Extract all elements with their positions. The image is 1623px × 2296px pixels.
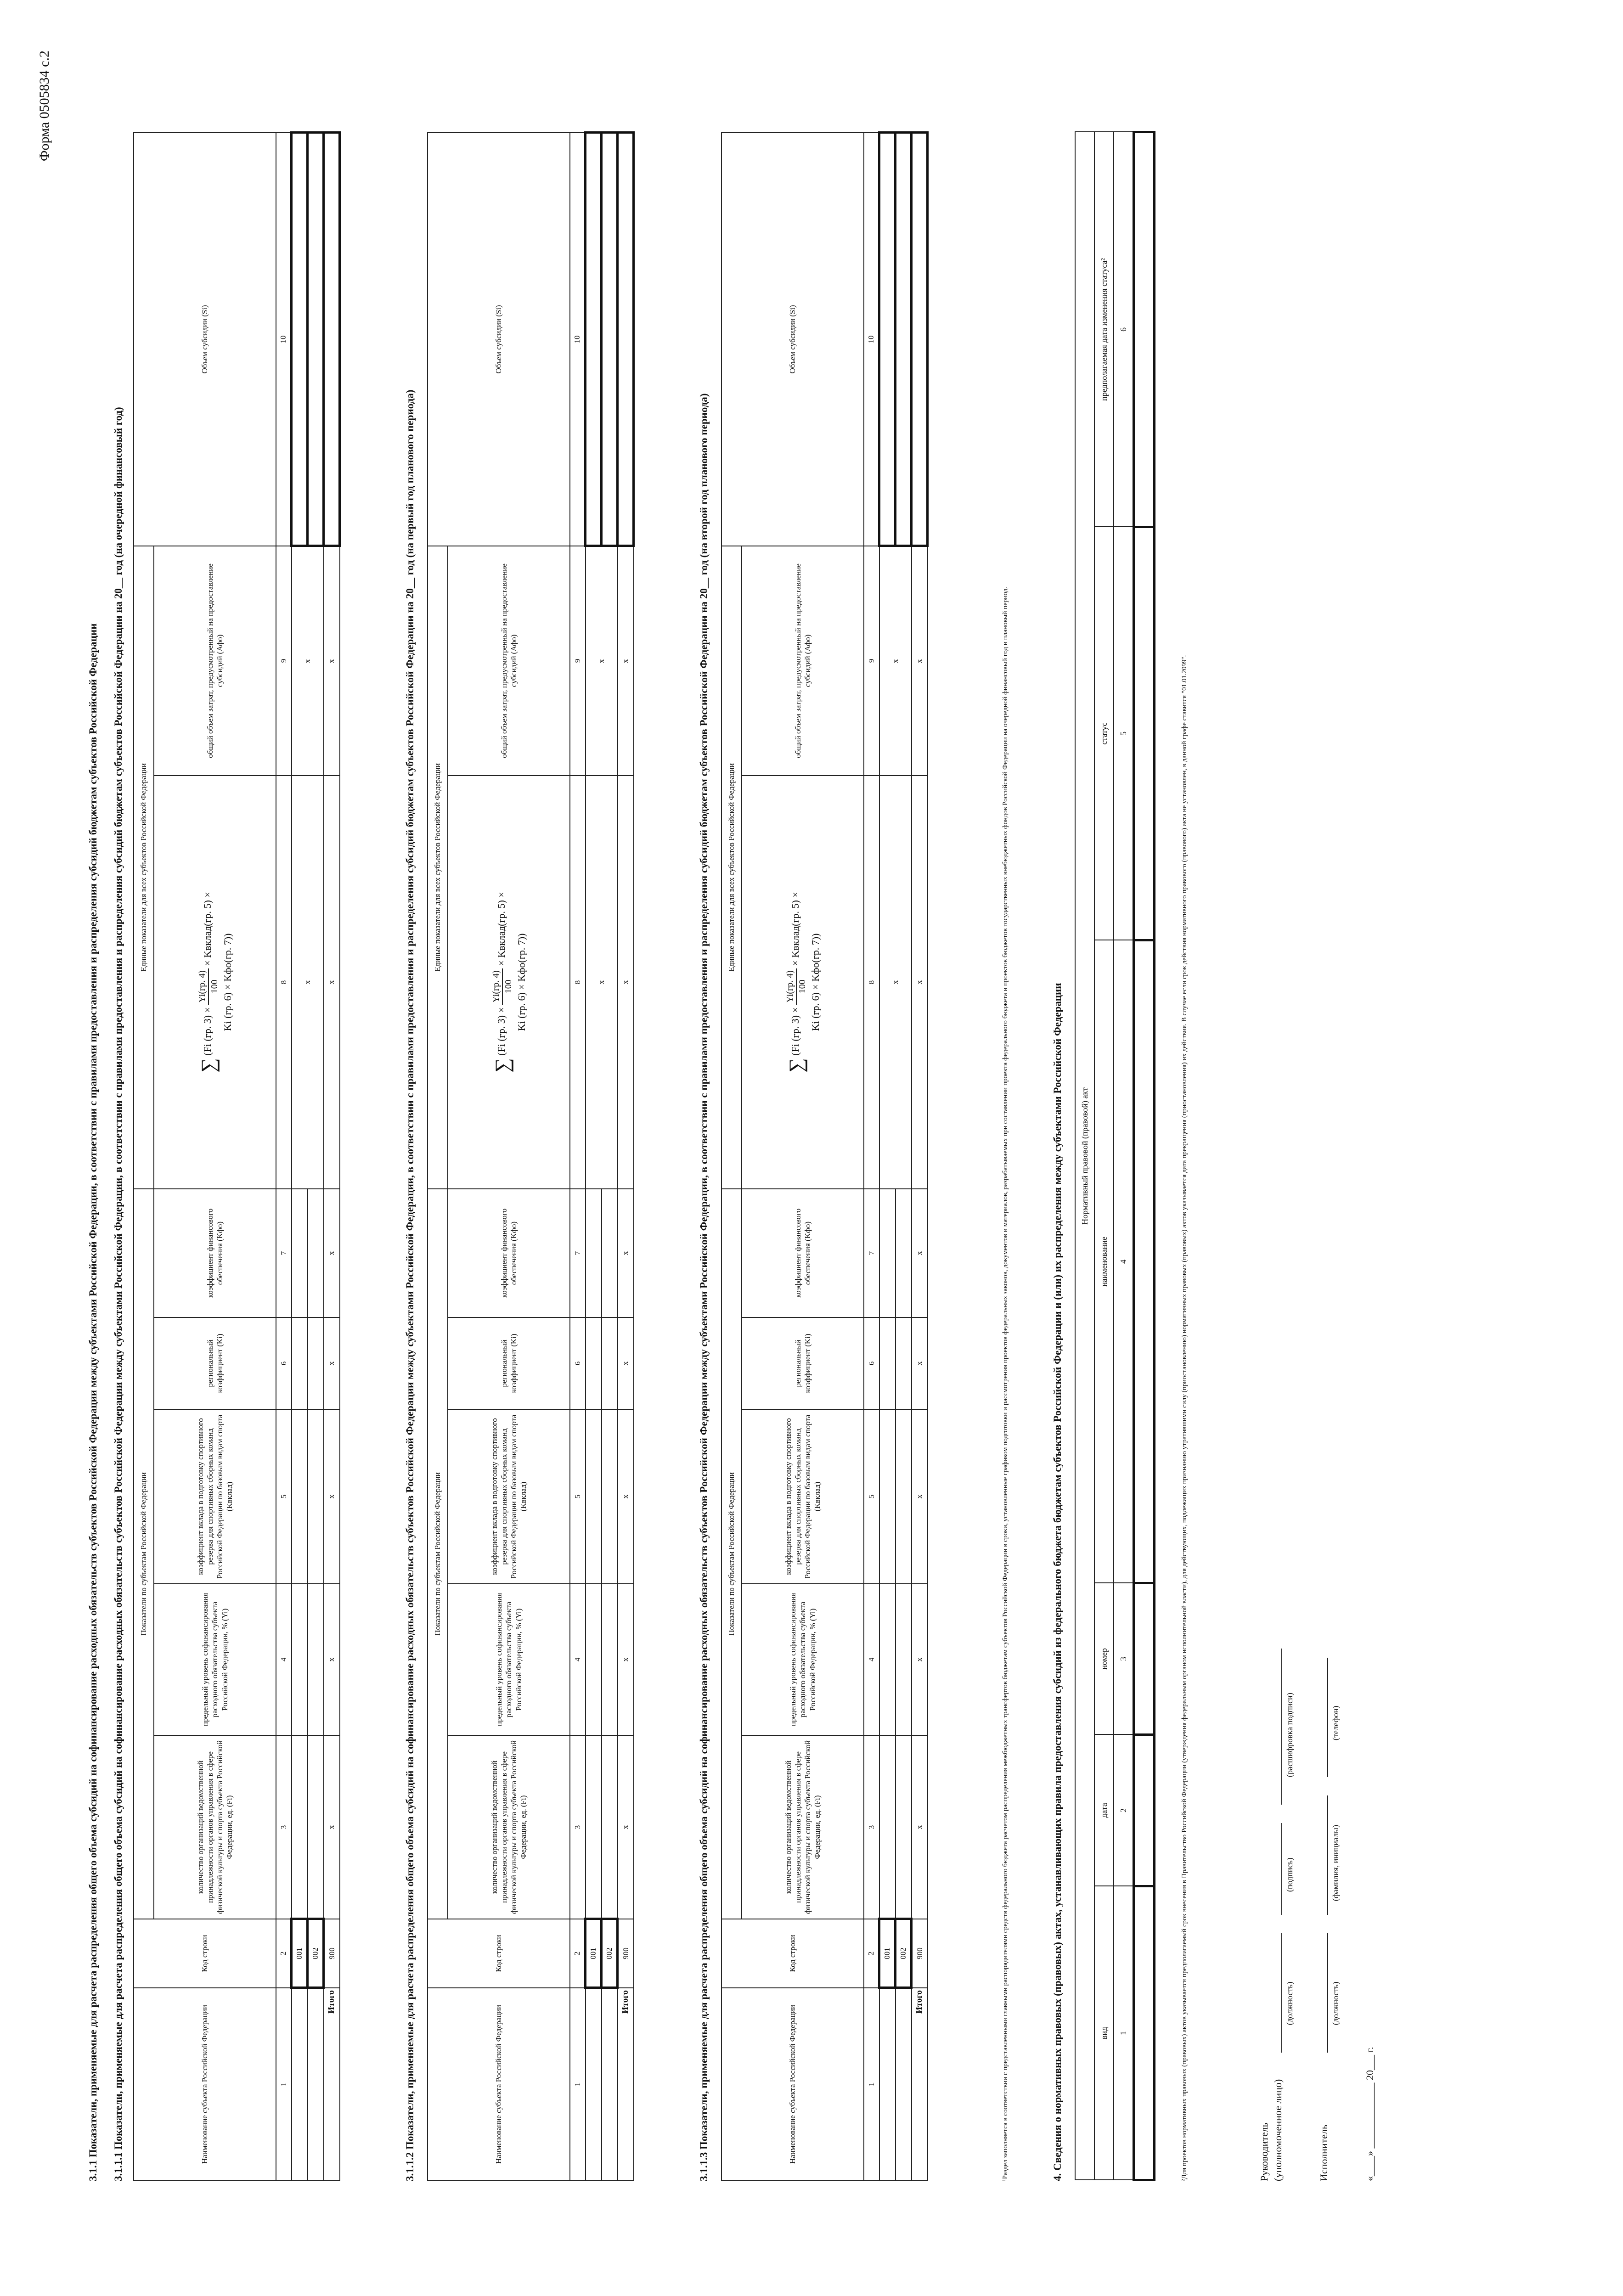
cell — [308, 1409, 324, 1584]
header-col9: общий объем затрат, предусмотренный на предоставление субсидий (Афо) — [154, 546, 276, 776]
footnote-2: ²Для проектов нормативных правовых (правовых) актов указывается предполагаемый срок внесения в Правительство Российской Федерации (утверждения федеральным органом исполнительной власти), для действующих, подлежащих признанию утратившими силу (приостановлению) нормативных правовых (правовых) актов указывается дата прекращения (приостановления) их действия. В случае если срок действия нормативного правового (правового) акта не установлен, в данной графе ставится "01.01.2099". — [1181, 655, 1188, 2181]
cell-x: x — [292, 546, 324, 776]
header-row-code: Код строки — [428, 1919, 570, 1988]
header-subsidy-volume: Объем субсидии (Si) — [134, 133, 276, 546]
cell-x: x — [618, 1584, 634, 1735]
cell — [586, 1735, 602, 1919]
cell — [896, 1735, 912, 1919]
col-number: 4 — [570, 1584, 586, 1735]
head-position-line — [1281, 1933, 1282, 2053]
formula-fraction — [490, 968, 514, 1004]
col-number: 7 — [570, 1189, 586, 1317]
formula-fraction — [784, 968, 808, 1004]
indicators-table-current-year — [133, 131, 341, 2181]
header-normative-act: Нормативный правовой (правовой) акт — [1075, 132, 1094, 2180]
row-code: 002 — [308, 1919, 324, 1988]
col-number: 3 — [570, 1735, 586, 1919]
indicators-table-second-plan-year — [721, 131, 929, 2181]
col-number: 6 — [570, 1317, 586, 1409]
executor-fio-line — [1327, 1795, 1328, 1915]
col-number: 1 — [1114, 1886, 1134, 2180]
cell-x: x — [912, 1735, 928, 1919]
col-number: 5 — [570, 1409, 586, 1584]
cell — [1134, 527, 1155, 940]
cell — [308, 1735, 324, 1919]
header-group-subject: Показатели по субъектам Российской Федерации — [428, 1189, 448, 1919]
section-title-3-1-1: 3.1.1 Показатели, применяемые для расчета распределения общего объема субсидий на софинансирование расходных обязательств субъектов Российской Федерации между субъектами Российской Федерации, в соответствии с правилами предоставления и распределения субсидий бюджетам субъектов Российской Федерации — [87, 623, 99, 2181]
cell-x: x — [618, 546, 634, 776]
cell — [308, 133, 324, 546]
col-number: 9 — [570, 546, 586, 776]
col-number: 10 — [570, 133, 586, 546]
executor-fio-caption: (фамилия, инициалы) — [1331, 1825, 1340, 1901]
col-number: 8 — [276, 776, 292, 1189]
cell-x: x — [324, 1735, 340, 1919]
col-number: 6 — [276, 1317, 292, 1409]
section-title-3-1-1-2: 3.1.1.2 Показатели, применяемые для расчета распределения общего объема субсидий на софинансирование расходных обязательств субъектов Российской Федерации между субъектами Российской Федерации, в соответствии с правилами предоставления и распределения субсидий бюджетам субъектов Российской Федерации на 20__ год (на первый год планового периода) — [404, 389, 416, 2181]
col-number: 8 — [864, 776, 879, 1189]
executor-phone-line — [1327, 1658, 1328, 1777]
cell — [308, 1317, 324, 1409]
cell — [292, 1409, 308, 1584]
cell-x: x — [879, 546, 912, 776]
formula-numerator: Yi(гр. 4) — [784, 968, 797, 1004]
formula-fraction — [197, 968, 220, 1004]
row-code: 900 — [618, 1919, 634, 1988]
executor-position-line — [1327, 1933, 1328, 2053]
header-subsidy-volume: Объем субсидии (Si) — [721, 133, 864, 546]
cell-x: x — [912, 1317, 928, 1409]
header-group-all: Единые показатели для всех субъектов Российской Федерации — [721, 546, 742, 1189]
col-number: 7 — [276, 1189, 292, 1317]
cell-x: x — [586, 546, 618, 776]
cell-x: x — [292, 776, 324, 1189]
formula-numerator: Yi(гр. 4) — [197, 968, 209, 1004]
header-col5: коэффициент вклада в подготовку спортивного резерва для спортивных сборных команд Российской Федерации по базовым видам спорта (Kвклад) — [154, 1409, 276, 1584]
total-label: Итого — [912, 1988, 928, 2181]
formula-denominator: 100 — [209, 979, 220, 994]
formula-left: (Fi (гр. 3) × — [496, 1007, 507, 1056]
sum-sign: ∑ — [491, 1058, 514, 1073]
formula-denominator: 100 — [797, 979, 808, 994]
cell — [618, 133, 634, 546]
cell-x: x — [912, 1584, 928, 1735]
col-number: 5 — [864, 1409, 879, 1584]
cell — [896, 133, 912, 546]
cell — [292, 1735, 308, 1919]
header-group-subject: Показатели по субъектам Российской Федерации — [134, 1189, 154, 1919]
cell — [602, 1317, 618, 1409]
cell — [1134, 132, 1155, 527]
col-number: 2 — [276, 1919, 292, 1988]
cell-x: x — [618, 1735, 634, 1919]
col-number: 4 — [1114, 940, 1134, 1583]
head-decoding-caption: (расшифровка подписи) — [1285, 1693, 1294, 1777]
col-number: 3 — [864, 1735, 879, 1919]
col-number: 3 — [1114, 1583, 1134, 1735]
header-col9: общий объем затрат, предусмотренный на предоставление субсидий (Афо) — [742, 546, 864, 776]
cell — [879, 1317, 896, 1409]
cell-x: x — [879, 776, 912, 1189]
executor-label: Исполнитель — [1318, 2124, 1330, 2181]
cell — [602, 1988, 618, 2181]
cell — [896, 1584, 912, 1735]
formula-line2: Ki (гр. 6) × Kфо(гр. 7)) — [515, 933, 527, 1031]
header-col6: региональный коэффициент (Ki) — [742, 1317, 864, 1409]
head-signature-caption: (подпись) — [1285, 1857, 1294, 1892]
header-col3: количество организаций ведомственной принадлежности органов управления в сфере физической культуры и спорта субъекта Российской Федерации, ед. (Fi) — [742, 1735, 864, 1919]
col-number: 1 — [570, 1988, 586, 2181]
col-number: 5 — [1114, 527, 1134, 940]
cell — [308, 1584, 324, 1735]
header-kind: вид — [1094, 1886, 1114, 2180]
header-formula — [154, 776, 276, 1189]
header-subject-name: Наименование субъекта Российской Федерации — [134, 1988, 276, 2181]
col-number: 1 — [864, 1988, 879, 2181]
date-line: «____» _____________ 20___ г. — [1364, 2047, 1375, 2181]
formula-denominator: 100 — [503, 979, 514, 994]
header-col7: коэффициент финансового обеспечения (Kфо) — [448, 1189, 570, 1317]
cell — [586, 1189, 602, 1317]
col-number: 3 — [276, 1735, 292, 1919]
executor-position-caption: (должность) — [1331, 1981, 1340, 2025]
cell — [879, 1584, 896, 1735]
cell — [602, 133, 618, 546]
head-decoding-line — [1281, 1649, 1282, 1805]
header-formula — [742, 776, 864, 1189]
head-sub-label: (уполномоченное лицо) — [1272, 2079, 1284, 2181]
col-number: 2 — [864, 1919, 879, 1988]
header-subject-name: Наименование субъекта Российской Федерации — [428, 1988, 570, 2181]
cell-x: x — [618, 776, 634, 1189]
formula — [785, 892, 821, 1073]
cell — [1134, 1735, 1155, 1886]
section-title-3-1-1-1: 3.1.1.1 Показатели, применяемые для расчета распределения общего объема субсидий на софинансирование расходных обязательств субъектов Российской Федерации между субъектами Российской Федерации, в соответствии с правилами предоставления и распределения субсидий бюджетам субъектов Российской Федерации на 20__ год (на очередной финансовый год) — [113, 407, 124, 2181]
formula-left: (Fi (гр. 3) × — [789, 1007, 801, 1056]
col-number: 2 — [570, 1919, 586, 1988]
header-col5: коэффициент вклада в подготовку спортивного резерва для спортивных сборных команд Российской Федерации по базовым видам спорта (Kвклад) — [448, 1409, 570, 1584]
header-col5: коэффициент вклада в подготовку спортивного резерва для спортивных сборных команд Российской Федерации по базовым видам спорта (Kвклад) — [742, 1409, 864, 1584]
header-col3: количество организаций ведомственной принадлежности органов управления в сфере физической культуры и спорта субъекта Российской Федерации, ед. (Fi) — [448, 1735, 570, 1919]
cell-x: x — [324, 546, 340, 776]
header-col6: региональный коэффициент (Ki) — [154, 1317, 276, 1409]
row-code: 900 — [912, 1919, 928, 1988]
cell — [879, 1189, 896, 1317]
cell-x: x — [912, 1409, 928, 1584]
formula-left: (Fi (гр. 3) × — [202, 1007, 214, 1056]
header-group-all: Единые показатели для всех субъектов Российской Федерации — [428, 546, 448, 1189]
cell-x: x — [324, 1409, 340, 1584]
cell — [1134, 940, 1155, 1583]
indicators-table-first-plan-year — [427, 131, 635, 2181]
formula-line2: Ki (гр. 6) × Kфо(гр. 7)) — [809, 933, 821, 1031]
cell-x: x — [324, 1317, 340, 1409]
section-title-3-1-1-3: 3.1.1.3 Показатели, применяемые для расчета распределения общего объема субсидий на софинансирование расходных обязательств субъектов Российской Федерации между субъектами Российской Федерации, в соответствии с правилами предоставления и распределения субсидий бюджетам субъектов Российской Федерации на 20__ год (на второй год планового периода) — [698, 393, 710, 2181]
sum-sign: ∑ — [785, 1058, 808, 1073]
header-number: номер — [1094, 1583, 1114, 1735]
col-number: 10 — [276, 133, 292, 546]
header-row-code: Код строки — [721, 1919, 864, 1988]
sum-sign: ∑ — [197, 1058, 220, 1073]
cell — [602, 1409, 618, 1584]
form-number: Форма 0505834 с.2 — [37, 51, 52, 162]
header-status-change-date: предполагаемая дата изменения статуса² — [1094, 132, 1114, 527]
header-col3: количество организаций ведомственной принадлежности органов управления в сфере физической культуры и спорта субъекта Российской Федерации, ед. (Fi) — [154, 1735, 276, 1919]
header-col4: предельный уровень софинансирования расходного обязательства субъекта Российской Федерации, % (Yi) — [448, 1584, 570, 1735]
cell — [586, 1409, 602, 1584]
formula-right: × Kвклад(гр. 5) × — [496, 892, 507, 966]
cell — [292, 133, 308, 546]
cell — [586, 133, 602, 546]
formula-line2: Ki (гр. 6) × Kфо(гр. 7)) — [221, 933, 233, 1031]
header-row-code: Код строки — [134, 1919, 276, 1988]
col-number: 1 — [276, 1988, 292, 2181]
col-number: 7 — [864, 1189, 879, 1317]
cell-x: x — [618, 1317, 634, 1409]
cell-x: x — [618, 1189, 634, 1317]
formula-numerator: Yi(гр. 4) — [490, 968, 503, 1004]
section-title-4: 4. Сведения о нормативных правовых (правовых) актах, устанавливающих правила предоставления субсидий из федерального бюджета бюджетам субъектов Российской Федерации и (или) их распределения между субъектами Российской Федерации — [1052, 983, 1063, 2181]
header-status: статус — [1094, 527, 1114, 940]
formula — [491, 892, 527, 1073]
cell — [1134, 1583, 1155, 1735]
cell — [602, 1735, 618, 1919]
cell — [879, 1735, 896, 1919]
col-number: 5 — [276, 1409, 292, 1584]
header-formula — [448, 776, 570, 1189]
col-number: 6 — [1114, 132, 1134, 527]
cell — [896, 1317, 912, 1409]
cell — [292, 1189, 308, 1317]
col-number: 2 — [1114, 1735, 1134, 1886]
row-code: 900 — [324, 1919, 340, 1988]
header-group-all: Единые показатели для всех субъектов Российской Федерации — [134, 546, 154, 1189]
header-subsidy-volume: Объем субсидии (Si) — [428, 133, 570, 546]
header-col4: предельный уровень софинансирования расходного обязательства субъекта Российской Федерации, % (Yi) — [742, 1584, 864, 1735]
cell — [292, 1988, 308, 2181]
header-col4: предельный уровень софинансирования расходного обязательства субъекта Российской Федерации, % (Yi) — [154, 1584, 276, 1735]
executor-phone-caption: (телефон) — [1331, 1705, 1340, 1740]
header-col9: общий объем затрат, предусмотренный на предоставление субсидий (Афо) — [448, 546, 570, 776]
head-signature-line — [1281, 1823, 1282, 1915]
header-group-subject: Показатели по субъектам Российской Федерации — [721, 1189, 742, 1919]
cell — [586, 1584, 602, 1735]
cell-x: x — [324, 1189, 340, 1317]
formula — [197, 892, 233, 1073]
head-label: Руководитель — [1258, 2122, 1270, 2181]
normative-acts-table — [1075, 131, 1155, 2181]
cell-x: x — [324, 776, 340, 1189]
row-code: 002 — [602, 1919, 618, 1988]
cell — [896, 1189, 912, 1317]
cell-x: x — [324, 1584, 340, 1735]
cell — [602, 1584, 618, 1735]
col-number: 6 — [864, 1317, 879, 1409]
cell — [292, 1584, 308, 1735]
cell — [896, 1988, 912, 2181]
row-code: 001 — [879, 1919, 896, 1988]
col-number: 8 — [570, 776, 586, 1189]
cell — [308, 1988, 324, 2181]
row-code: 002 — [896, 1919, 912, 1988]
total-label: Итого — [324, 1988, 340, 2181]
cell-x: x — [912, 546, 928, 776]
cell-x: x — [618, 1409, 634, 1584]
row-code: 001 — [292, 1919, 308, 1988]
header-col7: коэффициент финансового обеспечения (Kфо) — [154, 1189, 276, 1317]
cell — [1134, 1886, 1155, 2180]
header-col7: коэффициент финансового обеспечения (Kфо) — [742, 1189, 864, 1317]
cell-x: x — [586, 776, 618, 1189]
cell — [324, 133, 340, 546]
cell — [879, 133, 896, 546]
cell — [586, 1317, 602, 1409]
col-number: 10 — [864, 133, 879, 546]
cell — [602, 1189, 618, 1317]
row-code: 001 — [586, 1919, 602, 1988]
cell — [879, 1409, 896, 1584]
cell — [912, 133, 928, 546]
cell-x: x — [912, 1189, 928, 1317]
total-label: Итого — [618, 1988, 634, 2181]
col-number: 9 — [276, 546, 292, 776]
formula-right: × Kвклад(гр. 5) × — [202, 892, 214, 966]
col-number: 4 — [276, 1584, 292, 1735]
footnote-1: ¹Раздел заполняется в соответствии с представленными главными распорядителями средств федерального бюджета расчетом распределения межбюджетных трансфертов бюджетам субъектов Российской Федерации в сроки, установленные графиком подготовки и рассмотрения проектов федеральных законов, документов и материалов, разрабатываемых при составлении проекта федерального бюджета и проектов бюджетов государственных внебюджетных фондов Российской Федерации на очередной финансовый год и плановый период. — [1002, 587, 1009, 2181]
col-number: 9 — [864, 546, 879, 776]
cell — [896, 1409, 912, 1584]
header-name: наименование — [1094, 940, 1114, 1583]
header-subject-name: Наименование субъекта Российской Федерации — [721, 1988, 864, 2181]
cell — [308, 1189, 324, 1317]
formula-right: × Kвклад(гр. 5) × — [789, 892, 801, 966]
cell-x: x — [912, 776, 928, 1189]
cell — [292, 1317, 308, 1409]
col-number: 4 — [864, 1584, 879, 1735]
header-date: дата — [1094, 1735, 1114, 1886]
rotated-form-sheet — [23, 32, 1538, 2282]
header-col6: региональный коэффициент (Ki) — [448, 1317, 570, 1409]
head-position-caption: (должность) — [1285, 1981, 1294, 2025]
cell — [586, 1988, 602, 2181]
cell — [879, 1988, 896, 2181]
